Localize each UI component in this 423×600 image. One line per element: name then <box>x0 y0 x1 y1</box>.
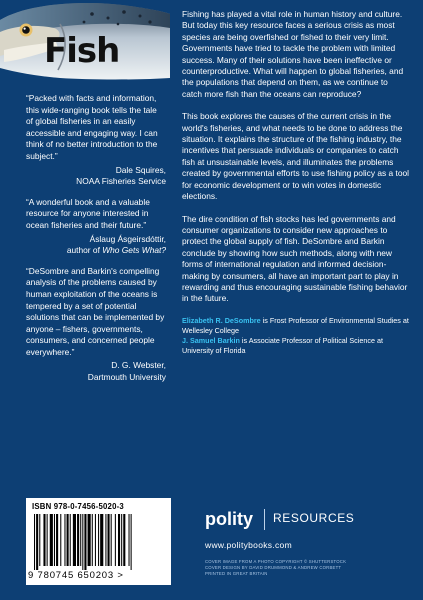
fish-cover-image <box>0 0 170 80</box>
endorsement-quote <box>26 266 166 384</box>
quote-attribution <box>26 234 166 257</box>
quote-affiliation: NOAA Fisheries Service <box>76 176 166 187</box>
cover-credits <box>205 559 415 578</box>
quote-text: “Packed with facts and information, this wide-ranging book tells the tale of global fisheries in an easily accessible and engaging way. I can think of no better introduction to the subject.” <box>26 93 158 161</box>
author-bio <box>182 336 410 356</box>
quote-affiliation: Dartmouth University <box>87 372 166 383</box>
isbn-text: ISBN 978-0-7456-5020-3 <box>32 502 124 511</box>
endorsement-quote <box>26 93 166 188</box>
book-description <box>182 9 410 356</box>
quote-attribution <box>26 165 166 188</box>
credit-line: PRINTED IN GREAT BRITAIN <box>205 571 268 577</box>
credit-line: COVER IMAGE FROM A PHOTO COPYRIGHT © SHUTTERSTOCK <box>205 559 347 564</box>
publisher-logo <box>205 509 415 530</box>
quote-author: Áslaug Ásgeirsdóttir, <box>89 233 166 244</box>
quote-book-title: Who Gets What? <box>102 245 166 256</box>
endorsements <box>26 93 166 393</box>
description-paragraph: The dire condition of fish stocks has led governments and consumer organizations to consider new approaches to protect the global supply of fish. DeSombre and Barkin conclude by showing how such methods, along with new forms of international regulation and informed decision-making by consumers, all have an important part to play in rewarding and thus encouraging sustainable fishing behavior in the future. <box>182 213 408 304</box>
author-name: Elizabeth R. DeSombre <box>182 315 261 325</box>
quote-author: D. G. Webster, <box>111 360 166 371</box>
description-paragraph: This book explores the causes of the current crisis in the world's fisheries, and what needs to be done to address the situation. It explains the structure of the fishing industry, the incentives that persuade individuals or companies to catch fish at unsustainable levels, and illuminates the problems created by governmental efforts to use fishing policy as a tool for economic development or to win votes in domestic elections. <box>182 111 410 202</box>
author-bio-text: is Associate Professor of Political Science at University of Florida <box>182 335 383 355</box>
quote-text: “DeSombre and Barkin's compelling analysis of the problems caused by human exploitation of the oceans is tempered by a set of potential solutions that can be implemented by anyone – fishers, governments, consumers, and concerned people everywhere.” <box>26 265 165 357</box>
polity-wordmark: polity <box>205 509 265 530</box>
cover-title: Fish <box>44 31 120 71</box>
publisher-website: www.politybooks.com <box>205 540 292 550</box>
quote-affiliation-prefix: author of <box>66 245 103 256</box>
credit-line: COVER DESIGN BY DAVID DRUMMOND & ANDREW CORBETT <box>205 565 342 571</box>
barcode-bars <box>32 514 165 570</box>
quote-author: Dale Squires, <box>115 164 166 175</box>
quote-text: “A wonderful book and a valuable resource for anyone interested in ocean fisheries and their future.” <box>26 196 150 230</box>
isbn-barcode <box>26 498 171 585</box>
publisher-series-label: RESOURCES <box>273 511 355 525</box>
barcode-digits: 9 780745 650203 > <box>28 570 124 581</box>
author-bio-text: is Frost Professor of Environmental Studies at Wellesley College <box>182 315 409 335</box>
quote-affiliation <box>26 245 166 257</box>
description-paragraph: Fishing has played a vital role in human history and culture. But today this key resource faces a serious crisis as most species are being overfished or fished to their very limit. Governments have tried to tackle the problem with limited success. Many of their solutions have been ineffective or counterproductive. What will happen to global fisheries, and the populations that depend on them, as we continue to catch more fish than the oceans can reproduce? <box>182 9 404 99</box>
endorsement-quote <box>26 197 166 257</box>
quote-attribution <box>26 360 166 383</box>
author-name: J. Samuel Barkin <box>182 335 240 345</box>
author-bio <box>182 316 410 336</box>
